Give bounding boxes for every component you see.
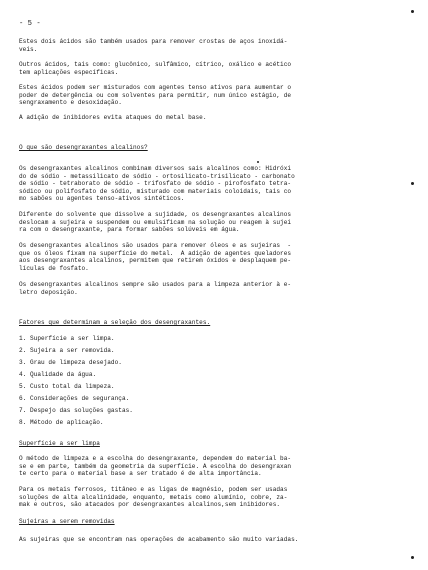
scan-speck [411,182,414,185]
paragraph-line: veis. [19,45,38,53]
paragraph-line: Outros ácidos, tais como: glucônico, sulfâmico, cítrico, oxálico e acético [19,61,292,68]
section-heading-fatores: Fatores que determinam a seleção dos desengraxantes. [19,319,211,326]
paragraph-line: de sódio - tetraborato de sódio - trifosfato de sódio - pirofosfato tetra- [19,180,292,187]
paragraph-line: Diferente do solvente que dissolve a sujidade, os desengraxantes alcalinos [19,211,292,218]
paragraph-line: deslocam a sujeira e suspendem ou emulsificam na solução ou reagem à sujei [19,218,292,226]
list-item: 7. Despejo das soluções gastas. [19,407,133,414]
paragraph-line: A adição de inibidores evita ataques do metal base. [19,114,207,121]
paragraph-line: Estes ácidos podem ser misturados com agentes tenso ativos para aumentar o [19,84,292,91]
paragraph-line: do de sódio - metassilicato de sódio - ortosilicato-trisilicato - carbonato [19,172,295,180]
list-item: 3. Grau de limpeza desejado. [19,359,122,366]
list-item: 5. Custo total da limpeza. [19,383,115,390]
paragraph-line: lículas de fosfato. [19,264,89,272]
list-item: 2. Sujeira a ser removida. [19,347,115,354]
list-item: 6. Considerações de segurança. [19,395,130,402]
paragraph-line: te certo para o material base a ser tratado é de alta importância. [19,470,262,477]
list-item: 8. Método de aplicação. [19,419,104,426]
section-heading-superficie: Superfície a ser limpa [19,440,100,447]
paragraph-line: Estes dois ácidos são também usados para remover crostas de aços inoxidá- [19,38,288,45]
paragraph-line: Os desengraxantes alcalinos sempre são usados para a limpeza anterior à e- [19,281,292,288]
paragraph-line: letro deposição. [19,288,78,296]
page-number: - 5 - [19,20,41,28]
paragraph-line: Os desengraxantes alcalinos são usados para remover óleos e as sujeiras - [19,242,292,249]
scan-speck [411,556,414,559]
paragraph-line: que os óleos fixam na superfície do metal. A adição de agentes queladores [19,249,292,257]
section-heading-alcalinos: O que são desengraxantes alcalinos? [19,144,148,151]
scan-speck [411,10,414,13]
paragraph-line: soluções de alta alcalinidade, enquanto, metais como alumínio, cobre, za- [19,493,288,501]
paragraph-line: poder de detergência ou com solventes para permitir, num único estágio, de [19,91,292,99]
paragraph-line: As sujeiras que se encontram nas operações de acabamento são muito variadas. [19,536,299,543]
paragraph-line: Para os metais ferrosos, titâneo e as ligas de magnésio, podem ser usadas [19,486,288,493]
scan-speck [257,161,259,163]
paragraph-line: mo sabões ou agentes tenso-ativos sintéticos. [19,195,185,202]
list-item: 4. Qualidade da água. [19,371,97,378]
paragraph-line: Os desengraxantes alcalinos combinam diversos sais alcalinos como: Hidróxi [19,165,292,172]
list-item: 1. Superfície a ser limpa. [19,335,115,342]
paragraph-line: O método de limpeza e a escolha do desengraxante, dependem do material ba- [19,455,292,462]
paragraph-line: sengraxamento e desoxidação. [19,99,122,106]
paragraph-line: aos desengraxantes alcalinos, permitem que retirem óxidos e desplaquem pe- [19,257,292,264]
paragraph-line: se e em parte, também da geometria da superfície. A escolha do desengraxan [19,462,292,470]
paragraph-line: mak e outros, são atacados por desengraxantes alcalinos,sem inibidores. [19,501,281,508]
section-heading-sujeiras: Sujeiras a serem removidas [19,518,115,525]
paragraph-line: ra com o desengraxante, para formar sabões solúveis em água. [19,226,240,233]
paragraph-line: tem aplicações específicas. [19,68,119,76]
paragraph-line: sódico ou polifosfato de sódio, misturado com materiais coloidais, tais co [19,187,292,195]
